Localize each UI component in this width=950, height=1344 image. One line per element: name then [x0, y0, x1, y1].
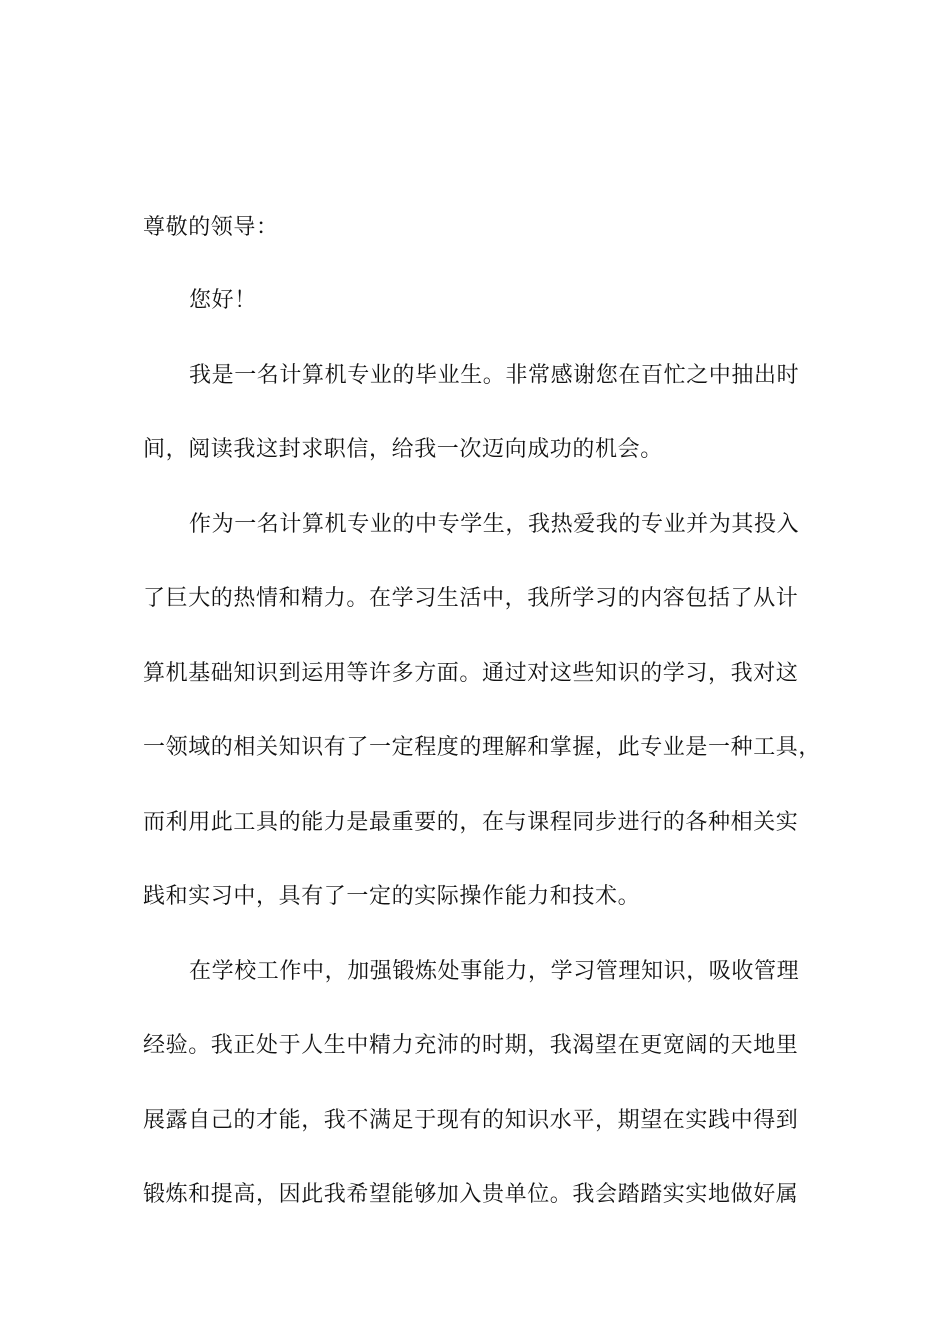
paragraph-2-line-5: 而利用此工具的能力是最重要的，在与课程同步进行的各种相关实: [143, 810, 799, 835]
paragraph-2-line-1: 作为一名计算机专业的中专学生，我热爱我的专业并为其投入: [189, 512, 800, 537]
paragraph-1-line-1: 我是一名计算机专业的毕业生。非常感谢您在百忙之中抽出时: [189, 363, 800, 388]
paragraph-3-line-4: 锻炼和提高，因此我希望能够加入贵单位。我会踏踏实实地做好属: [143, 1182, 799, 1207]
paragraph-2-line-2: 了巨大的热情和精力。在学习生活中，我所学习的内容包括了从计: [143, 586, 799, 611]
salutation: 尊敬的领导：: [143, 215, 279, 240]
paragraph-1-line-2: 间，阅读我这封求职信，给我一次迈向成功的机会。: [143, 437, 663, 462]
paragraph-3-line-1: 在学校工作中，加强锻炼处事能力，学习管理知识，吸收管理: [189, 959, 800, 984]
paragraph-3-line-3: 展露自己的才能，我不满足于现有的知识水平，期望在实践中得到: [143, 1108, 799, 1133]
greeting: 您好！: [189, 288, 257, 313]
paragraph-2-line-4: 一领域的相关知识有了一定程度的理解和掌握，此专业是一种工具，: [143, 735, 822, 760]
paragraph-2-line-6: 践和实习中，具有了一定的实际操作能力和技术。: [143, 884, 641, 909]
paragraph-3-line-2: 经验。我正处于人生中精力充沛的时期，我渴望在更宽阔的天地里: [143, 1033, 799, 1058]
paragraph-2-line-3: 算机基础知识到运用等许多方面。通过对这些知识的学习，我对这: [143, 661, 799, 686]
